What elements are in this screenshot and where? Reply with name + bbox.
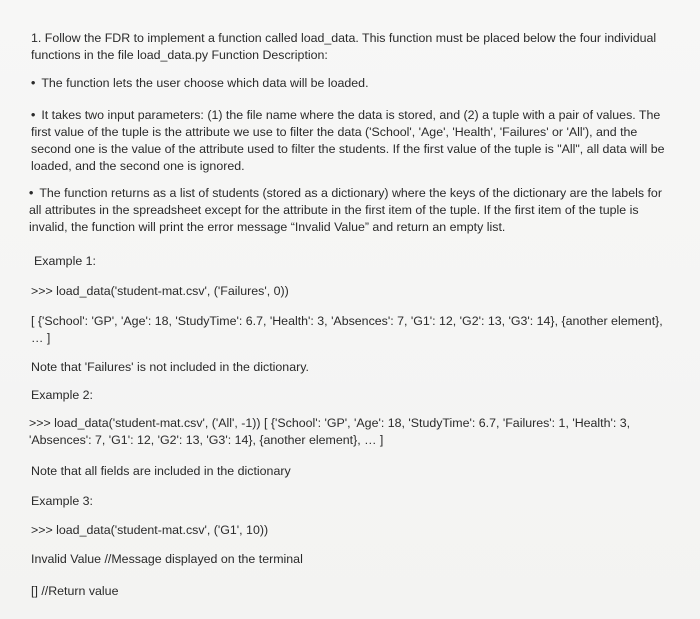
bullet-text: It takes two input parameters: (1) the file name where the data is stored, and (2) a tuple with a pair of values. The first value of the tuple is the attribute we use to filter the data ('School', 'Age', 'Health', 'Failures' or 'All'), and the second one is the value of the attribute used to filter the students. If the first value of the tuple is "All", all data will be loaded, and the second one is ignored. [31, 108, 665, 173]
bullet-text: The function returns as a list of students (stored as a dictionary) where the keys of the dictionary are the labels for all attributes in the spreadsheet except for the attribute in the first item of the tuple. If the first item of the tuple is invalid, the function will print the error message “Invalid Value” and return an empty list. [29, 186, 662, 234]
bullet-item-return [29, 185, 674, 236]
bullet-dot: • [31, 108, 36, 122]
example1-call: >>> load_data('student-mat.csv', ('Failures', 0)) [31, 284, 289, 298]
example2-call: >>> load_data('student-mat.csv', ('All', -1)) [ {'School': 'GP', 'Age': 18, 'StudyTime': 6.7, 'Failures': 1, 'Health': 3, 'Absences': 7, 'G1': 12, 'G2': 13, 'G3': 14}, {another element}, … ] [29, 416, 631, 447]
bullet-item-parameters [31, 107, 671, 175]
bullet-dot: • [29, 186, 34, 200]
example2-note: Note that all fields are included in the dictionary [31, 464, 291, 478]
example3-return-value: [] //Return value [31, 584, 119, 598]
example3-call: >>> load_data('student-mat.csv', ('G1', 10)) [31, 523, 269, 537]
example1-output: [ {'School': 'GP', 'Age': 18, 'StudyTime': 6.7, 'Health': 3, 'Absences': 7, 'G1': 12, 'G2': 13, 'G3': 14}, {another element}, … ] [31, 314, 663, 345]
example3-label: Example 3: [31, 494, 93, 508]
bullet-item-choose-data [31, 75, 671, 92]
bullet-text: The function lets the user choose which data will be loaded. [41, 76, 369, 90]
example1-label: Example 1: [34, 254, 96, 268]
example2-label: Example 2: [31, 388, 93, 402]
example3-invalid-message: Invalid Value //Message displayed on the terminal [31, 552, 303, 566]
bullet-dot: • [31, 76, 36, 90]
task-intro: 1. Follow the FDR to implement a function called load_data. This function must be placed below the four individual functions in the file load_data.py Function Description: [31, 31, 657, 62]
example1-note: Note that 'Failures' is not included in the dictionary. [31, 360, 309, 374]
